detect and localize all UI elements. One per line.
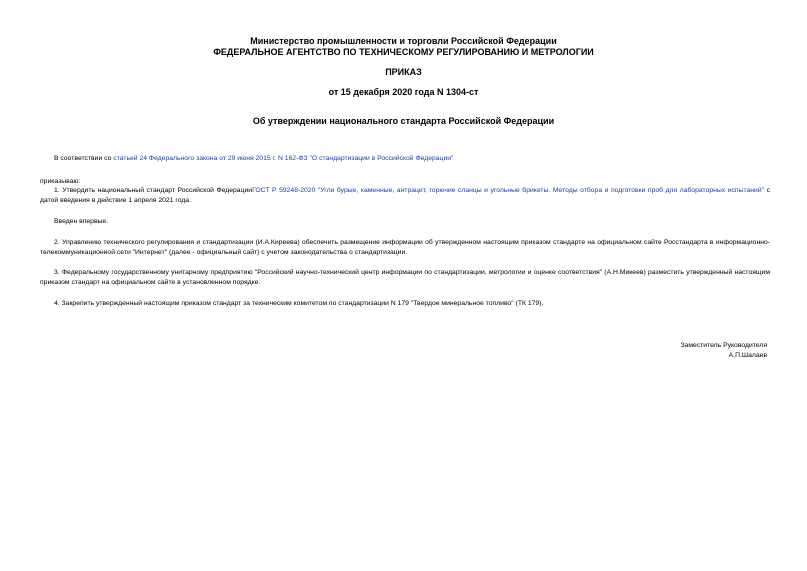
introduced-note: Введен впервые.: [54, 218, 109, 225]
item-4: 4. Закрепить утвержденный настоящим приказом стандарт за техническим комитетом по стандартизации N 179 "Твердое минеральное топливо" (ТК 179).: [54, 300, 544, 307]
date-number: от 15 декабря 2020 года N 1304-ст: [328, 87, 479, 97]
gost-link[interactable]: ГОСТ Р 59248-2020 "Угли бурые, каменные, антрацит, горючие сланцы и угольные брикеты. Методы отбора и подготовки проб для лабораторных испытаний": [252, 187, 765, 194]
law-link[interactable]: статьей 24 Федерального закона от 29 июня 2015 г. N 162-ФЗ "О стандартизации в Российской Федерации": [113, 155, 454, 162]
signature-name: А.П.Шалаев: [728, 352, 767, 359]
doc-type: ПРИКАЗ: [385, 67, 422, 77]
page-title: Об утверждении национального стандарта Российской Федерации: [252, 116, 555, 126]
signature-position: Заместитель Руководителя: [680, 342, 767, 349]
ministry-title: Министерство промышленности и торговли Российской Федерации: [250, 36, 557, 46]
agency-title: ФЕДЕРАЛЬНОЕ АГЕНТСТВО ПО ТЕХНИЧЕСКОМУ РЕГУЛИРОВАНИЮ И МЕТРОЛОГИИ: [213, 47, 594, 57]
preamble: [40, 154, 770, 164]
item-3: 3. Федеральному государственному унитарному предприятию "Российский научно-технический центр информации по стандартизации, метрологии и оценке соответствия" (А.Н.Микеев) разместить утвержденный настоящим приказом стандарт на официальном сайте в установленном порядке.: [40, 269, 770, 286]
preamble-text: В соответствии со: [54, 155, 114, 162]
item-1-suffix: с датой введения в действие 1 апреля 2021 года.: [40, 187, 770, 204]
item-1-text: 1. Утвердить национальный стандарт Российской Федерации: [54, 187, 253, 194]
order-word: приказываю:: [40, 178, 81, 185]
item-1: [40, 186, 770, 205]
item-2: 2. Управлению технического регулирования и стандартизации (И.А.Киреева) обеспечить размещение информации об утвержденном настоящим приказом стандарте на официальном сайте Росстандарта в информационно-телекоммуникационной сети "Интернет" (далее - официальный сайт) с учетом законодательства о стандартизации.: [40, 239, 770, 256]
